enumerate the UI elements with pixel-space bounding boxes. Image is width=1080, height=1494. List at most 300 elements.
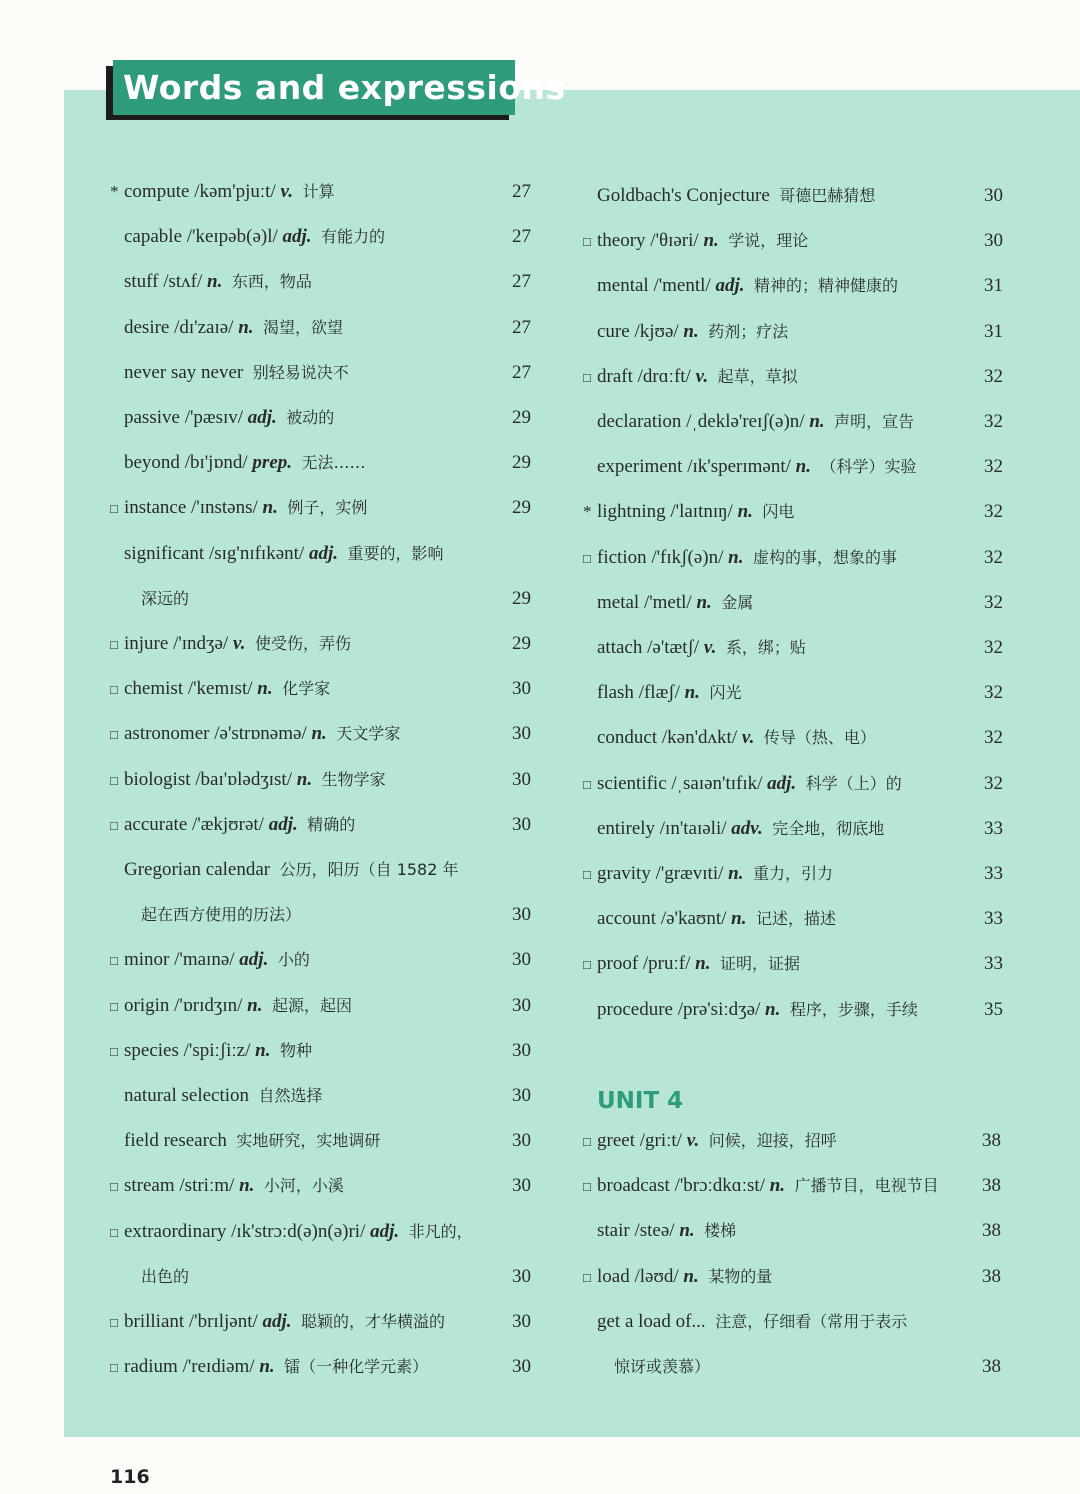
vocab-entry — [110, 992, 352, 1020]
entry-page: 32 — [984, 682, 1003, 704]
entry-page: 30 — [512, 1175, 531, 1197]
entry-word: field research — [124, 1130, 227, 1152]
square-mark: □ — [110, 1360, 118, 1376]
square-mark: □ — [583, 957, 591, 973]
entry-page: 30 — [512, 1130, 531, 1152]
vocab-entry — [583, 1263, 772, 1291]
entry-phonetic: /'fɪkʃ(ə)n/ — [651, 546, 724, 568]
entry-word: attach — [597, 637, 643, 658]
entry-word: draft — [597, 365, 633, 387]
entry-gloss: 重要的，影响 — [347, 543, 444, 563]
entry-page: 30 — [512, 678, 531, 700]
vocab-entry — [583, 544, 897, 572]
entry-word: accurate — [124, 813, 188, 835]
entry-part-of-speech: v. — [703, 637, 717, 658]
entry-phonetic: /'mentl/ — [653, 275, 711, 297]
entry-gloss: 非凡的， — [408, 1221, 473, 1241]
vocab-entry-continuation — [141, 901, 301, 929]
entry-gloss: 化学家 — [282, 679, 331, 699]
entry-gloss: 楼梯 — [704, 1221, 737, 1241]
entry-phonetic: /'θɪəri/ — [650, 230, 699, 252]
entry-word: stream — [124, 1175, 175, 1197]
entry-gloss: 闪光 — [709, 683, 742, 703]
vocab-entry — [110, 494, 367, 522]
entry-word: brilliant — [124, 1311, 185, 1332]
square-mark: □ — [110, 998, 118, 1014]
entry-word: compute — [124, 181, 190, 202]
entry-gloss: 小的 — [277, 950, 310, 970]
entry-phonetic: /'reɪdiəm/ — [182, 1356, 255, 1378]
entry-phonetic: /ˌdeklə'reɪʃ(ə)n/ — [686, 411, 805, 432]
vocab-entry — [583, 1308, 907, 1336]
entry-part-of-speech: n. — [296, 768, 313, 790]
entry-page: 38 — [982, 1265, 1001, 1287]
entry-part-of-speech: adj. — [239, 949, 269, 971]
entry-gloss: 聪颖的，才华横溢的 — [301, 1312, 446, 1331]
entry-part-of-speech: n. — [765, 998, 781, 1020]
entry-phonetic: /'spiːʃiːz/ — [183, 1039, 251, 1061]
entry-page: 38 — [982, 1356, 1001, 1377]
vocab-entry-continuation — [141, 1263, 189, 1291]
vocab-entry — [110, 540, 444, 568]
entry-word: conduct — [597, 727, 658, 749]
square-mark: □ — [110, 501, 118, 517]
entry-page: 27 — [512, 316, 531, 338]
entry-page: 35 — [984, 998, 1003, 1020]
entry-part-of-speech: n. — [255, 1039, 271, 1061]
vocab-entry — [583, 453, 917, 481]
entry-gloss: 某物的量 — [708, 1266, 773, 1286]
entry-page: 30 — [512, 723, 531, 745]
entry-word: injure — [124, 633, 169, 654]
entry-page: 29 — [512, 407, 531, 428]
vocab-entry — [583, 634, 806, 662]
vocab-entry — [110, 1218, 473, 1246]
entry-page: 27 — [512, 271, 531, 293]
entry-part-of-speech: n. — [311, 723, 327, 745]
entry-word: scientific — [597, 772, 667, 794]
entry-page: 38 — [982, 1130, 1001, 1151]
entry-word: declaration — [597, 411, 682, 432]
vocab-entry — [583, 408, 914, 436]
entry-gloss-continuation: 惊讶或羡慕） — [614, 1357, 711, 1376]
entry-page: 31 — [984, 320, 1003, 342]
entry-word: experiment — [597, 456, 683, 478]
entry-page: 30 — [512, 1039, 531, 1061]
vocab-entry — [583, 1217, 736, 1245]
entry-word: species — [124, 1039, 179, 1061]
entry-phonetic: /ə'kaʊnt/ — [660, 908, 727, 930]
unit-heading: UNIT 4 — [597, 1088, 684, 1114]
entry-phonetic: /flæʃ/ — [638, 682, 680, 704]
entry-gloss: 系，绑；贴 — [725, 638, 806, 657]
square-mark: □ — [583, 776, 591, 792]
entry-part-of-speech: v. — [741, 727, 755, 749]
entry-part-of-speech: adj. — [767, 772, 797, 794]
entry-word: theory — [597, 230, 646, 252]
vocab-entry — [110, 449, 366, 477]
entry-gloss: 生物学家 — [321, 769, 386, 789]
entry-gloss: 被动的 — [286, 408, 335, 427]
square-mark: □ — [110, 817, 118, 833]
square-mark: □ — [110, 1179, 118, 1195]
entry-phonetic: /'brɔːdkɑːst/ — [674, 1175, 765, 1197]
vocab-entry — [583, 182, 875, 210]
entry-gloss: 自然选择 — [258, 1086, 323, 1105]
vocab-entry — [110, 630, 351, 658]
entry-part-of-speech: n. — [257, 678, 273, 700]
entry-phonetic: /'keɪpəb(ə)l/ — [186, 226, 278, 248]
entry-gloss: 科学（上）的 — [805, 773, 902, 793]
entry-page: 33 — [984, 908, 1003, 930]
entry-word: radium — [124, 1356, 178, 1378]
entry-word: never say never — [124, 361, 244, 383]
entry-phonetic: /'metl/ — [643, 591, 692, 613]
entry-phonetic: /'maɪnə/ — [174, 949, 235, 971]
entry-page: 30 — [512, 994, 531, 1016]
entry-gloss: 例子，实例 — [287, 498, 368, 518]
entry-page: 30 — [512, 1311, 531, 1332]
vocab-entry — [583, 1172, 939, 1200]
entry-gloss-continuation: 起在西方使用的历法） — [141, 905, 302, 925]
square-mark: □ — [110, 1224, 118, 1240]
entry-word: astronomer — [124, 723, 210, 745]
entry-word: significant — [124, 542, 205, 564]
entry-part-of-speech: n. — [795, 456, 811, 478]
entry-phonetic: /pruːf/ — [642, 953, 691, 975]
vocab-entry — [110, 268, 312, 296]
entry-part-of-speech: n. — [683, 320, 699, 342]
entry-page: 29 — [512, 633, 531, 654]
entry-part-of-speech: v. — [695, 365, 709, 387]
entry-phonetic: /kjʊə/ — [634, 320, 679, 342]
vocab-entry — [110, 1353, 428, 1381]
entry-part-of-speech: v. — [686, 1130, 700, 1151]
vocab-entry — [110, 404, 334, 432]
entry-word: cure — [597, 320, 630, 342]
vocab-entry — [583, 950, 800, 978]
entry-gloss: 金属 — [721, 592, 754, 612]
entry-part-of-speech: n. — [809, 411, 825, 432]
entry-part-of-speech: v. — [280, 181, 293, 202]
entry-gloss: 精确的 — [307, 814, 356, 834]
entry-gloss: 药剂；疗法 — [708, 321, 789, 341]
entry-gloss: 无法…… — [301, 453, 366, 473]
entry-word: lightning — [597, 501, 666, 523]
entry-phonetic: /ɪn'taɪəli/ — [659, 817, 727, 839]
square-mark: □ — [110, 682, 118, 698]
vocab-entry — [110, 359, 349, 387]
entry-word: greet — [597, 1130, 635, 1151]
entry-part-of-speech: v. — [232, 633, 246, 654]
entry-part-of-speech: n. — [728, 546, 744, 568]
entry-gloss: 完全地，彻底地 — [772, 818, 885, 838]
entry-page: 30 — [984, 230, 1003, 252]
vocab-entry — [110, 1172, 344, 1200]
vocab-entry — [110, 178, 334, 206]
square-mark: □ — [583, 867, 591, 882]
vocab-entry — [110, 766, 386, 794]
entry-word: proof — [597, 953, 639, 975]
entry-page: 30 — [984, 185, 1003, 206]
entry-word: procedure — [597, 998, 673, 1020]
entry-part-of-speech: adj. — [370, 1220, 400, 1242]
square-mark: □ — [110, 953, 118, 969]
entry-page: 30 — [512, 1085, 531, 1106]
entry-part-of-speech: adj. — [247, 407, 277, 428]
section-title-box — [113, 60, 566, 115]
entry-word: desire — [124, 316, 170, 338]
entry-page: 30 — [512, 949, 531, 971]
entry-gloss: 证明，证据 — [719, 954, 800, 974]
vocab-entry-continuation — [614, 1353, 710, 1381]
entry-word: gravity — [597, 863, 651, 884]
vocab-entry — [110, 675, 330, 703]
entry-part-of-speech: n. — [769, 1175, 786, 1197]
entry-word: Gregorian calendar — [124, 859, 271, 880]
entry-part-of-speech: n. — [728, 863, 744, 884]
entry-phonetic: /stʌf/ — [163, 271, 203, 293]
entry-phonetic: /prə'siːdʒə/ — [677, 998, 761, 1020]
entry-word: get a load of... — [597, 1310, 706, 1332]
entry-word: minor — [124, 949, 170, 971]
entry-part-of-speech: n. — [683, 1265, 699, 1287]
vocab-entry — [110, 223, 385, 251]
asterisk-mark: * — [110, 182, 119, 201]
entry-gloss: （科学）实验 — [820, 457, 917, 477]
section-title: Words and expressions — [123, 68, 566, 107]
entry-part-of-speech: adj. — [308, 542, 338, 564]
vocab-entry — [583, 1127, 837, 1155]
entry-gloss: 别轻易说决不 — [252, 362, 349, 382]
entry-gloss-continuation: 出色的 — [141, 1266, 190, 1286]
asterisk-mark: * — [583, 502, 592, 522]
entry-page: 32 — [984, 772, 1003, 794]
entry-gloss: 记述，描述 — [755, 909, 836, 929]
entry-part-of-speech: adj. — [282, 226, 312, 248]
entry-page: 30 — [512, 904, 531, 926]
entry-phonetic: /kəm'pjuːt/ — [194, 181, 276, 202]
entry-phonetic: /baɪ'ɒlədʒɪst/ — [195, 768, 292, 790]
entry-gloss: 广播节目，电视节目 — [794, 1176, 939, 1196]
vocab-entry — [583, 679, 741, 707]
entry-phonetic: /'ɪnstəns/ — [191, 497, 258, 519]
square-mark: □ — [110, 1043, 118, 1059]
square-mark: □ — [583, 550, 591, 566]
entry-page: 32 — [984, 501, 1003, 523]
entry-gloss: 起草，草拟 — [717, 366, 798, 386]
entry-part-of-speech: n. — [207, 271, 223, 293]
entry-phonetic: /'pæsɪv/ — [184, 407, 244, 428]
vocab-entry — [110, 1037, 312, 1065]
vocab-entry — [110, 1127, 380, 1155]
vocab-entry — [583, 227, 808, 255]
entry-phonetic: /'kemɪst/ — [187, 678, 253, 700]
entry-gloss: 物种 — [279, 1040, 312, 1060]
square-mark: □ — [583, 369, 591, 385]
entry-gloss: 学说，理论 — [728, 231, 809, 251]
vocab-entry — [583, 815, 884, 843]
entry-phonetic: /ɪk'sperɪmənt/ — [687, 456, 791, 478]
entry-page: 33 — [984, 953, 1003, 975]
entry-page: 27 — [512, 181, 531, 202]
vocab-entry — [583, 589, 753, 617]
entry-phonetic: /steə/ — [634, 1220, 675, 1242]
square-mark: □ — [110, 727, 118, 743]
entry-word: capable — [124, 226, 183, 248]
entry-word: passive — [124, 407, 180, 428]
entry-gloss: 小河，小溪 — [263, 1176, 344, 1196]
vocab-entry — [583, 860, 833, 888]
entry-gloss-continuation: 深远的 — [141, 588, 190, 608]
entry-part-of-speech: prep. — [252, 452, 292, 474]
entry-word: fiction — [597, 546, 647, 568]
entry-phonetic: /griːt/ — [639, 1130, 682, 1151]
entry-phonetic: /ləʊd/ — [634, 1265, 679, 1287]
entry-phonetic: /sɪg'nɪfɪkənt/ — [208, 542, 305, 564]
entry-phonetic: /ɪk'strɔːd(ə)n(ə)ri/ — [231, 1220, 366, 1242]
entry-word: entirely — [597, 817, 656, 839]
vocab-entry — [583, 318, 788, 346]
entry-page: 29 — [512, 497, 531, 519]
entry-word: chemist — [124, 678, 184, 700]
entry-gloss: 有能力的 — [321, 227, 386, 247]
entry-phonetic: /'laɪtnɪŋ/ — [670, 501, 733, 523]
entry-word: broadcast — [597, 1175, 670, 1197]
vocab-entry — [110, 1082, 323, 1110]
entry-page: 31 — [984, 275, 1003, 297]
entry-gloss: 渴望，欲望 — [263, 317, 344, 337]
entry-part-of-speech: n. — [737, 501, 753, 523]
entry-word: account — [597, 908, 657, 930]
square-mark: □ — [583, 1134, 591, 1149]
entry-page: 38 — [982, 1220, 1001, 1242]
page-number: 116 — [110, 1466, 150, 1488]
entry-part-of-speech: n. — [679, 1220, 695, 1242]
entry-page: 32 — [984, 456, 1003, 478]
entry-gloss: 传导（热、电） — [763, 728, 876, 748]
entry-phonetic: /'ɪndʒə/ — [173, 633, 229, 654]
entry-part-of-speech: adj. — [262, 1311, 292, 1332]
square-mark: □ — [583, 234, 591, 250]
entry-word: stuff — [124, 271, 159, 293]
entry-phonetic: /ˌsaɪən'tɪfɪk/ — [671, 772, 763, 794]
entry-part-of-speech: n. — [695, 953, 711, 975]
vocab-entry-continuation — [141, 585, 189, 613]
entry-word: instance — [124, 497, 187, 519]
square-mark: □ — [583, 1269, 591, 1285]
square-mark: □ — [110, 1315, 118, 1330]
entry-phonetic: /'ækjʊrət/ — [192, 813, 264, 835]
vocab-entry — [583, 498, 794, 526]
vocab-entry — [583, 996, 918, 1024]
vocab-entry — [110, 314, 343, 342]
vocab-entry — [583, 272, 898, 300]
entry-part-of-speech: adj. — [715, 275, 745, 297]
entry-page: 30 — [512, 1265, 531, 1287]
entry-gloss: 实地研究，实地调研 — [236, 1131, 381, 1151]
entry-word: mental — [597, 275, 649, 297]
entry-page: 32 — [984, 365, 1003, 387]
entry-gloss: 公历，阳历（自 1582 年 — [279, 860, 459, 879]
entry-phonetic: /striːm/ — [179, 1175, 235, 1197]
entry-gloss: 闪电 — [762, 502, 795, 522]
entry-page: 32 — [984, 411, 1003, 432]
entry-gloss: 起源，起因 — [271, 995, 352, 1015]
vocab-entry — [583, 724, 876, 752]
entry-part-of-speech: n. — [238, 316, 254, 338]
vocab-entry — [583, 363, 798, 391]
entry-part-of-speech: adj. — [268, 813, 298, 835]
vocab-entry — [110, 811, 355, 839]
entry-gloss: 计算 — [302, 182, 335, 201]
entry-phonetic: /ə'tætʃ/ — [647, 637, 700, 658]
entry-phonetic: /bɪ'jɒnd/ — [184, 452, 248, 474]
entry-phonetic: /kən'dʌkt/ — [661, 727, 738, 749]
entry-page: 29 — [512, 452, 531, 474]
entry-word: extraordinary — [124, 1220, 227, 1242]
vocab-entry — [110, 720, 400, 748]
entry-word: natural selection — [124, 1085, 250, 1106]
vocab-entry — [583, 770, 902, 798]
entry-part-of-speech: n. — [731, 908, 747, 930]
vocab-entry — [110, 856, 459, 884]
entry-page: 32 — [984, 546, 1003, 568]
square-mark: □ — [583, 1179, 591, 1195]
entry-phonetic: /dɪ'zaɪə/ — [174, 316, 234, 338]
entry-word: metal — [597, 591, 640, 613]
entry-word: origin — [124, 994, 170, 1016]
entry-page: 27 — [512, 361, 531, 383]
square-mark: □ — [110, 772, 118, 788]
entry-phonetic: /'ɒrɪdʒɪn/ — [174, 994, 243, 1016]
entry-page: 38 — [982, 1175, 1001, 1197]
entry-part-of-speech: n. — [259, 1356, 275, 1378]
entry-gloss: 声明，宣告 — [834, 412, 915, 431]
vocab-entry — [110, 1308, 445, 1336]
entry-page: 32 — [984, 727, 1003, 749]
entry-word: stair — [597, 1220, 630, 1242]
entry-page: 29 — [512, 587, 531, 609]
entry-word: flash — [597, 682, 634, 704]
vocab-entry — [110, 946, 310, 974]
entry-part-of-speech: n. — [262, 497, 278, 519]
entry-page: 32 — [984, 591, 1003, 613]
entry-page: 30 — [512, 1356, 531, 1378]
entry-phonetic: /'grævɪti/ — [655, 863, 724, 884]
entry-word: Goldbach's Conjecture — [597, 185, 770, 206]
entry-gloss: 使受伤，弄伤 — [254, 634, 351, 653]
entry-gloss: 哥德巴赫猜想 — [779, 186, 876, 205]
entry-word: beyond — [124, 452, 180, 474]
entry-gloss: 程序，步骤，手续 — [789, 999, 918, 1019]
entry-page: 33 — [984, 817, 1003, 839]
entry-phonetic: /ə'strɒnəmə/ — [214, 723, 307, 745]
entry-phonetic: /drɑːft/ — [637, 365, 691, 387]
entry-gloss: 问候，迎接，招呼 — [708, 1131, 837, 1150]
entry-part-of-speech: adv. — [731, 817, 763, 839]
entry-part-of-speech: n. — [703, 230, 719, 252]
entry-gloss: 精神的；精神健康的 — [754, 276, 899, 296]
vocab-entry — [583, 905, 836, 933]
entry-page: 30 — [512, 813, 531, 835]
entry-page: 27 — [512, 226, 531, 248]
entry-gloss: 镭（一种化学元素） — [284, 1357, 429, 1377]
entry-part-of-speech: n. — [696, 591, 712, 613]
entry-page: 30 — [512, 768, 531, 790]
entry-word: load — [597, 1265, 630, 1287]
entry-gloss: 虚构的事，想象的事 — [752, 547, 897, 567]
